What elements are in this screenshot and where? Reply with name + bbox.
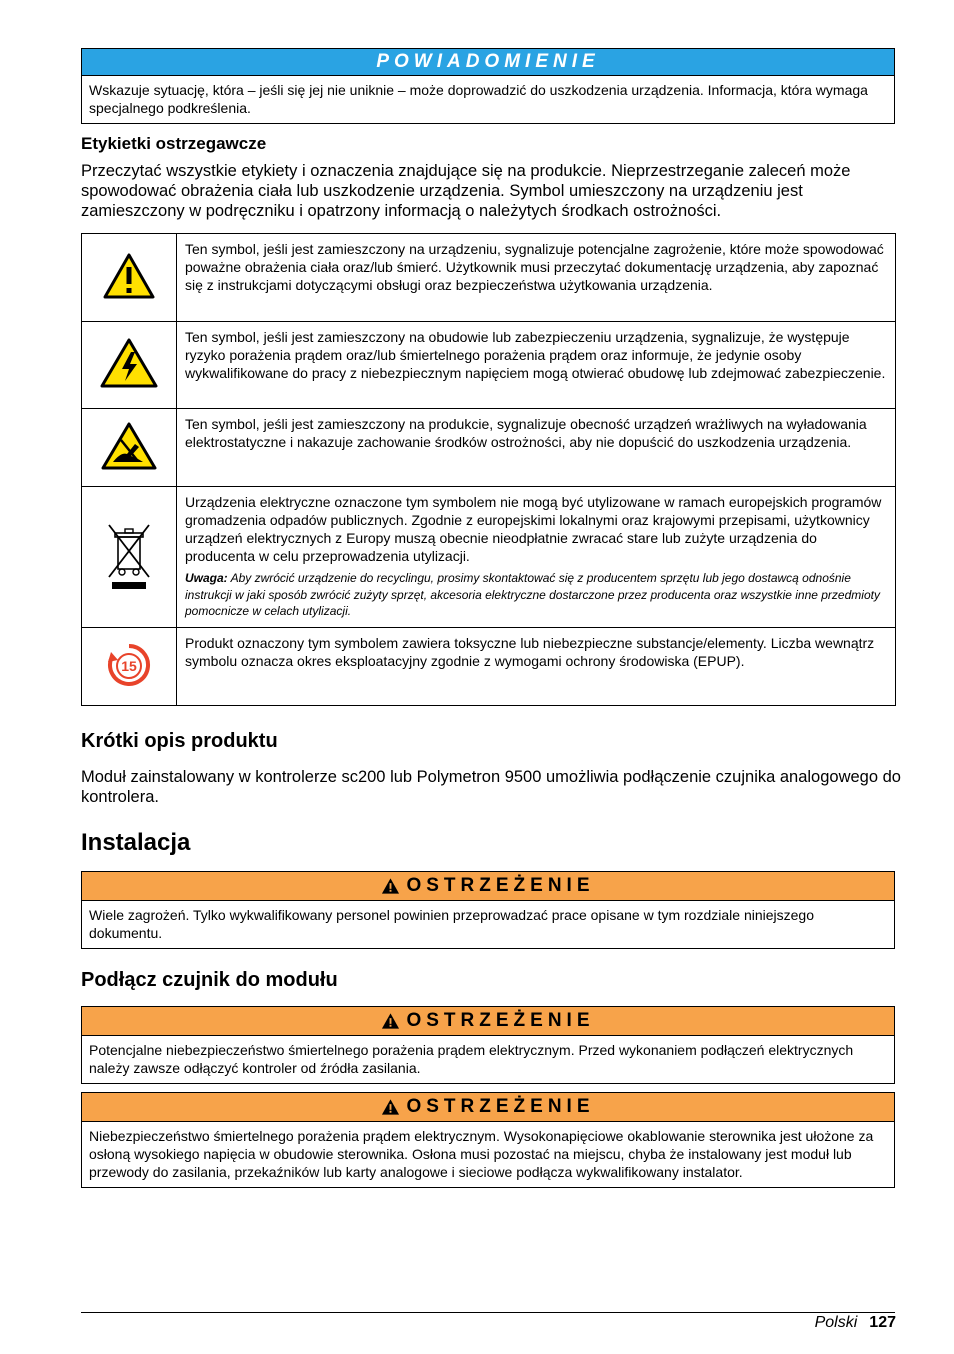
page-number: 127 <box>869 1314 896 1331</box>
symbol-icon-cell <box>82 409 177 487</box>
symbol-description-cell <box>177 487 896 628</box>
note-label: Uwaga: <box>185 571 228 585</box>
warning-header <box>82 872 894 901</box>
epup-15-icon <box>106 642 152 688</box>
notice-box <box>81 48 895 124</box>
labels-intro: Przeczytać wszystkie etykiety i oznaczenia znajdujące się na produkcie. Nieprzestrzeganie zaleceń może spowodować obrażenia ciała lub uszkodzenie urządzenia. Symbol umieszczony na urządzeniu jest zamieszczony w podręczniku i opatrzony informacją o należytych środkach ostrożności. <box>81 162 851 220</box>
warning-box <box>81 1006 895 1084</box>
warning-box <box>81 1092 895 1188</box>
product-title: Krótki opis produktu <box>81 730 278 752</box>
warning-header-label: OSTRZEŻENIE <box>406 1096 595 1117</box>
note-text: Aby zwrócić urządzenie do recyclingu, prosimy skontaktować się z producentem sprzętu lub jego dostawcą odnośnie instrukcji w jaki sposób zwrócić zużyty sprzęt, akcesoria elektryczne dostarczone przez producenta oraz wszystkie inne przedmioty pomocnicze w celach utylizacji. <box>185 571 880 618</box>
symbol-row <box>82 322 896 409</box>
symbol-icon-cell <box>82 234 177 322</box>
warning-triangle-icon <box>381 1098 400 1116</box>
symbols-table <box>81 233 896 706</box>
symbol-description: Ten symbol, jeśli jest zamieszczony na urządzeniu, sygnalizuje potencjalne zagrożenie, które może spowodować poważne obrażenia ciała oraz/lub śmierć. Użytkownik musi przeczytać dokumentację urządzenia, aby zapoznać się z instrukcjami dotyczącymi obsługi oraz bezpieczeństwa użytkowania urządzenia. <box>177 234 896 322</box>
symbol-icon-cell <box>82 628 177 706</box>
symbol-row <box>82 409 896 487</box>
warning-triangle-icon <box>103 253 155 299</box>
warning-header-label: OSTRZEŻENIE <box>406 1010 595 1031</box>
symbol-description: Ten symbol, jeśli jest zamieszczony na obudowie lub zabezpieczeniu urządzenia, sygnalizuje, że występuje ryzyko porażenia prądem oraz/lub śmiertelnego porażenia prądem oraz informuje, że jedynie osoby wykwalifikowane do pracy z niebezpiecznym napięciem mogą otwierać obudowę lub zdejmować zabezpieczenie. <box>177 322 896 409</box>
electric-shock-icon <box>100 338 158 388</box>
warning-box <box>81 871 895 949</box>
symbol-row <box>82 487 896 628</box>
notice-text: Wskazuje sytuację, która – jeśli się jej nie uniknie – może doprowadzić do uszkodzenia urządzenia. Informacja, która wymaga specjalnego podkreślenia. <box>89 82 868 116</box>
symbol-description: Ten symbol, jeśli jest zamieszczony na produkcie, sygnalizuje obecność urządzeń wrażliwych na wyładowania elektrostatyczne i nakazuje zachowanie środków ostrożności, aby nie dopuścić do uszkodzenia urządzenia. <box>177 409 896 487</box>
footer-language: Polski <box>814 1314 858 1331</box>
product-text: Moduł zainstalowany w kontrolerze sc200 lub Polymetron 9500 umożliwia podłączenie czujnika analogowego do kontrolera. <box>81 768 901 806</box>
esd-icon <box>101 422 157 470</box>
installation-title: Instalacja <box>81 829 191 856</box>
symbol-row <box>82 628 896 706</box>
symbol-row <box>82 234 896 322</box>
connect-title: Podłącz czujnik do modułu <box>81 969 338 991</box>
symbol-description: Urządzenia elektryczne oznaczone tym symbolem nie mogą być utylizowane w ramach europejskich programów gromadzenia odpadów publicznych. Zgodnie z europejskimi lokalnymi oraz krajowymi przepisami, użytkownicy urządzeń elektrycznych z Europy muszą obecnie nieodpłatnie zwracać stare lub zużyte urządzenia do producenta w celu przeprowadzenia utylizacji. <box>185 494 882 564</box>
warning-triangle-icon <box>381 1012 400 1030</box>
warning-header-label: OSTRZEŻENIE <box>406 875 595 896</box>
notice-header: POWIADOMIENIE <box>82 49 894 76</box>
footer <box>815 1313 896 1333</box>
symbol-description: Produkt oznaczony tym symbolem zawiera toksyczne lub niebezpieczne substancje/elementy. Liczba wewnątrz symbolu oznacza okres eksploatacyjny zgodnie z wymogami ochrony środowiska (EPUP). <box>177 628 896 706</box>
warning-header <box>82 1093 894 1122</box>
epup-number: 15 <box>121 657 137 674</box>
warning-triangle-icon <box>381 877 400 895</box>
warning-text: Potencjalne niebezpieczeństwo śmiertelnego porażenia prądem elektrycznym. Przed wykonaniem podłączeń elektrycznych należy zawsze odłączyć kontroler od źródła zasilania. <box>89 1042 854 1076</box>
warning-text: Niebezpieczeństwo śmiertelnego porażenia prądem elektrycznym. Wysokonapięciowe okablowanie sterownika jest ułożone za osłoną wysokiego napięcia w obudowie sterownika. Osłona musi pozostać na miejscu, chyba że instalowany jest moduł lub przewody do zasilania, przekaźników lub karty analogowe i sieciowe podłącza wykwalifikowany instalator. <box>89 1128 874 1180</box>
weee-bin-icon <box>104 519 154 591</box>
warning-text: Wiele zagrożeń. Tylko wykwalifikowany personel powinien przeprowadzać prace opisane w tym rozdziale niniejszego dokumentu. <box>89 907 814 941</box>
warning-header <box>82 1007 894 1036</box>
symbol-icon-cell <box>82 487 177 628</box>
symbol-icon-cell <box>82 322 177 409</box>
labels-title: Etykietki ostrzegawcze <box>81 134 267 153</box>
footer-divider <box>81 1312 895 1313</box>
note <box>185 570 887 620</box>
